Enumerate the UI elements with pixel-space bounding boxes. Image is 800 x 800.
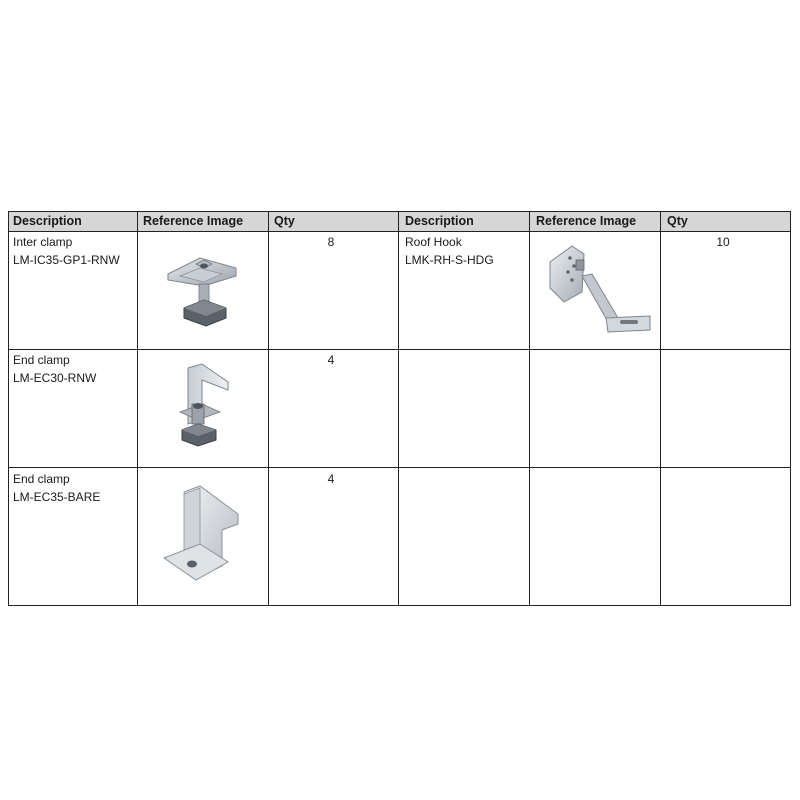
header-description-2: Description [405,214,474,228]
row3-left-name: End clamp [13,472,70,486]
header-description: Description [13,214,82,228]
row1-left-code: LM-IC35-GP1-RNW [13,253,120,267]
header-qty-2: Qty [667,214,688,228]
column-divider [268,211,269,606]
column-divider [8,211,9,606]
row3-left-qty: 4 [327,472,335,486]
header-reference-image: Reference Image [143,214,244,228]
row1-right-code: LMK-RH-S-HDG [405,253,494,267]
header-divider [8,231,790,232]
row2-left-code: LM-EC30-RNW [13,371,97,385]
row1-right-qty: 10 [716,235,730,249]
column-divider [660,211,661,606]
row3-left-code: LM-EC35-BARE [13,490,101,504]
table-border-bottom [8,605,790,606]
roof-hook-image [546,240,656,340]
end-clamp-rnw-image [168,360,238,455]
row-divider [8,349,790,350]
inter-clamp-image [160,246,245,336]
column-divider [398,211,399,606]
row1-left-name: Inter clamp [13,235,73,249]
column-divider [790,211,791,606]
column-divider [529,211,530,606]
row1-left-qty: 8 [327,235,335,249]
header-qty: Qty [274,214,295,228]
row2-left-name: End clamp [13,353,70,367]
row1-right-name: Roof Hook [405,235,462,249]
header-reference-image-2: Reference Image [536,214,637,228]
row2-left-qty: 4 [327,353,335,367]
end-clamp-bare-image [160,484,245,594]
row-divider [8,467,790,468]
column-divider [137,211,138,606]
